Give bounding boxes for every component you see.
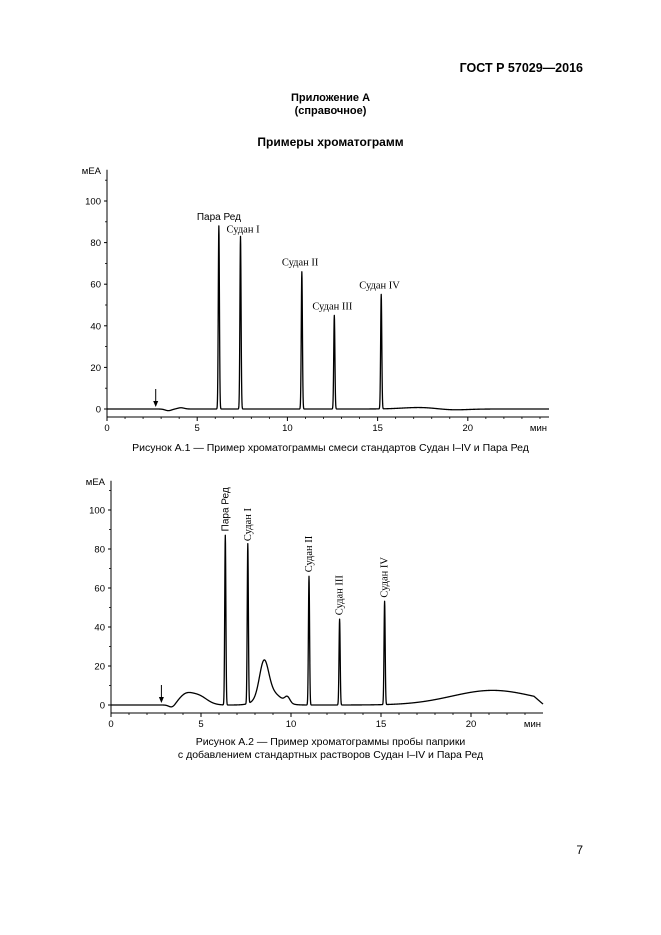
x-axis-label: мин [523,719,541,730]
chromatogram-trace [111,535,543,707]
section-title: Примеры хроматограмм [257,135,404,149]
peak-label: Судан I [226,224,260,236]
peak-label: Судан III [334,575,346,616]
x-axis-label: мин [529,423,547,434]
x-tick-label: 10 [282,423,293,434]
y-tick-label: 60 [94,583,105,595]
page-number: 7 [576,843,583,857]
figure-1-caption: Рисунок А.1 — Пример хроматограммы смеси стандартов Судан I–IV и Пара Ред [132,442,529,454]
y-tick-label: 40 [90,321,101,333]
y-tick-label: 20 [90,362,101,374]
x-tick-label: 20 [462,423,474,434]
document-code: ГОСТ Р 57029—2016 [459,61,583,75]
figure-2-caption [0,736,661,762]
x-tick-label: 0 [104,423,110,434]
x-tick-label: 15 [375,719,387,730]
x-tick-label: 5 [198,719,204,730]
y-tick-label: 0 [95,404,101,416]
y-tick-label: 80 [90,238,101,250]
y-axis-label: мЕА [85,476,105,488]
injection-arrow-head [153,401,158,407]
figure-2-caption-line-1: Рисунок А.2 — Пример хроматограммы пробы паприки [195,736,466,748]
y-tick-label: 60 [90,279,101,291]
y-axis-label: мЕА [81,165,101,177]
chromatogram-1 [0,150,661,440]
peak-label: Судан I [242,508,254,542]
peak-label: Пара Ред [196,211,241,223]
chromatogram-trace [107,226,549,411]
x-tick-label: 0 [108,719,114,730]
y-tick-label: 80 [94,544,105,556]
x-tick-label: 5 [194,423,200,434]
chromatogram-2 [0,465,661,735]
peak-label: Судан II [304,535,315,573]
peak-label: Пара Ред [220,487,232,532]
figure-2-caption-line-2: с добавлением стандартных растворов Судан I–IV и Пара Ред [177,749,484,761]
y-tick-label: 0 [99,700,105,712]
y-tick-label: 100 [89,505,105,517]
peak-label: Судан III [312,301,353,313]
peak-label: Судан II [281,257,319,269]
x-tick-label: 15 [372,423,383,434]
y-tick-label: 20 [94,661,105,673]
y-tick-label: 100 [85,196,101,208]
appendix-title: Приложение А [290,92,371,104]
peak-label: Судан IV [359,280,400,292]
y-tick-label: 40 [94,622,105,634]
peak-label: Судан IV [379,556,391,598]
x-tick-label: 10 [285,719,297,730]
appendix-heading [0,92,661,118]
injection-arrow-head [159,697,164,703]
appendix-subtitle: (справочное) [294,105,367,117]
x-tick-label: 20 [465,719,477,730]
